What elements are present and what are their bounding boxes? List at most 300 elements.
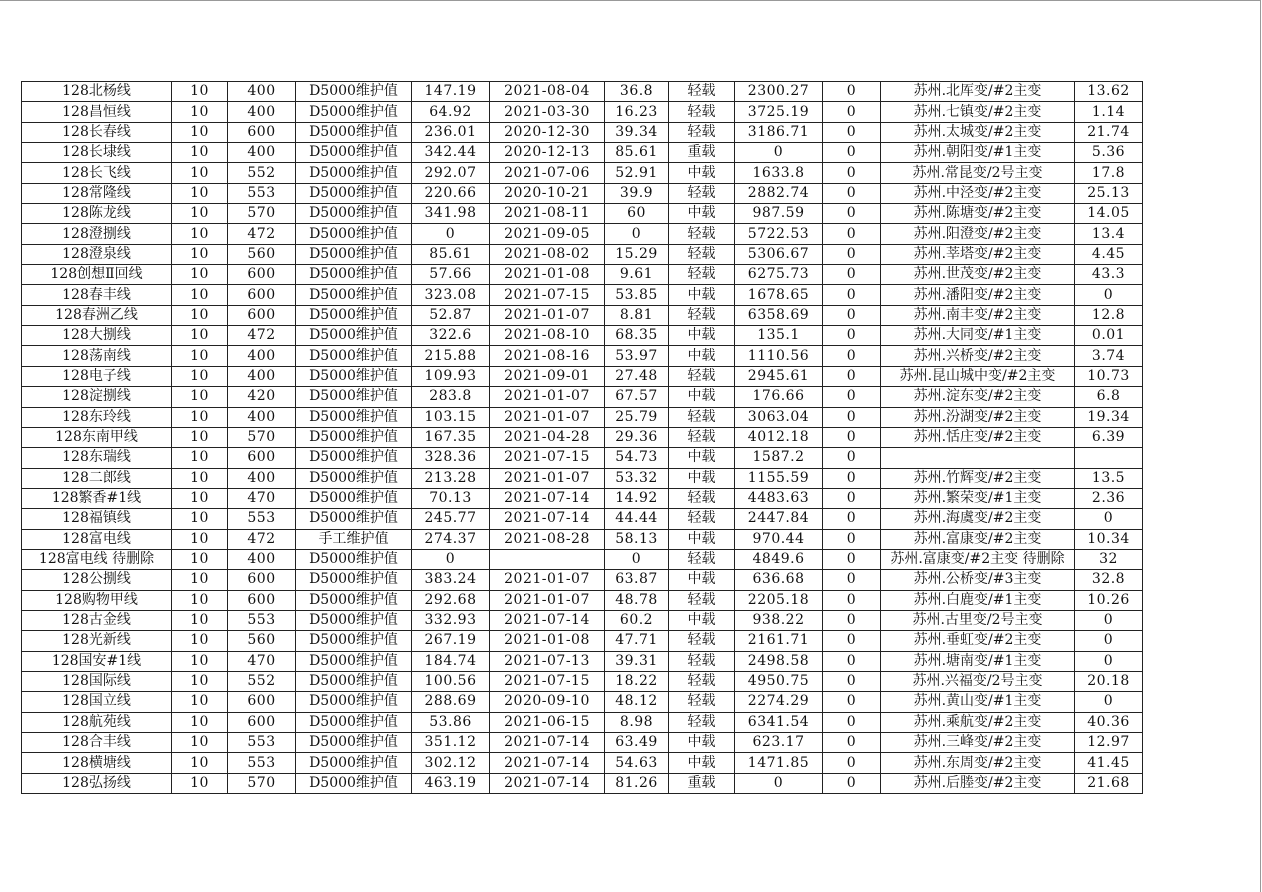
cell-col-zero: 0 <box>823 671 881 691</box>
cell-peak-current: 288.69 <box>412 692 490 712</box>
cell-line-name: 128横塘线 <box>22 753 172 773</box>
cell-transformer-load: 10.34 <box>1075 529 1143 549</box>
cell-substation-transformer: 苏州.朝阳变/#1主变 <box>881 143 1075 163</box>
cell-voltage: 10 <box>172 753 228 773</box>
cell-value-source: D5000维护值 <box>296 488 412 508</box>
cell-transformer-load: 13.4 <box>1075 224 1143 244</box>
cell-col-zero: 0 <box>823 529 881 549</box>
cell-rated-current: 400 <box>228 102 296 122</box>
table-row <box>22 468 1143 488</box>
cell-available-capacity: 2945.61 <box>735 366 823 386</box>
cell-rated-current: 553 <box>228 610 296 630</box>
cell-line-name: 128荡南线 <box>22 346 172 366</box>
cell-load-rate: 29.36 <box>605 427 669 447</box>
cell-transformer-load: 6.8 <box>1075 387 1143 407</box>
cell-rated-current: 470 <box>228 488 296 508</box>
cell-load-status: 中载 <box>669 733 735 753</box>
table-row <box>22 712 1143 732</box>
cell-value-source: D5000维护值 <box>296 143 412 163</box>
cell-transformer-load: 0 <box>1075 651 1143 671</box>
cell-peak-current: 167.35 <box>412 427 490 447</box>
cell-value-source: D5000维护值 <box>296 733 412 753</box>
cell-rated-current: 553 <box>228 509 296 529</box>
cell-peak-current: 85.61 <box>412 244 490 264</box>
cell-available-capacity: 3725.19 <box>735 102 823 122</box>
table-row <box>22 529 1143 549</box>
cell-transformer-load <box>1075 448 1143 468</box>
cell-transformer-load: 10.26 <box>1075 590 1143 610</box>
cell-substation-transformer: 苏州.兴福变/2号主变 <box>881 671 1075 691</box>
table-row <box>22 509 1143 529</box>
cell-col-zero: 0 <box>823 326 881 346</box>
cell-voltage: 10 <box>172 448 228 468</box>
cell-load-rate: 48.78 <box>605 590 669 610</box>
cell-col-zero: 0 <box>823 610 881 630</box>
cell-peak-date: 2021-07-14 <box>490 733 605 753</box>
cell-substation-transformer: 苏州.莘塔变/#2主变 <box>881 244 1075 264</box>
cell-substation-transformer: 苏州.北厍变/#2主变 <box>881 82 1075 102</box>
cell-col-zero: 0 <box>823 143 881 163</box>
cell-line-name: 128古金线 <box>22 610 172 630</box>
cell-available-capacity: 2447.84 <box>735 509 823 529</box>
cell-available-capacity: 2498.58 <box>735 651 823 671</box>
cell-transformer-load: 12.97 <box>1075 733 1143 753</box>
cell-line-name: 128富电线 待删除 <box>22 549 172 569</box>
cell-available-capacity: 4950.75 <box>735 671 823 691</box>
cell-substation-transformer: 苏州.富康变/#2主变 <box>881 529 1075 549</box>
cell-peak-current: 274.37 <box>412 529 490 549</box>
cell-peak-current: 292.68 <box>412 590 490 610</box>
cell-voltage: 10 <box>172 326 228 346</box>
cell-col-zero: 0 <box>823 549 881 569</box>
cell-load-status: 轻载 <box>669 712 735 732</box>
cell-load-rate: 39.9 <box>605 183 669 203</box>
cell-peak-date: 2021-07-14 <box>490 610 605 630</box>
cell-peak-current: 236.01 <box>412 122 490 142</box>
cell-col-zero: 0 <box>823 285 881 305</box>
cell-available-capacity: 2882.74 <box>735 183 823 203</box>
cell-transformer-load: 13.5 <box>1075 468 1143 488</box>
cell-load-rate: 14.92 <box>605 488 669 508</box>
cell-line-name: 128东玲线 <box>22 407 172 427</box>
cell-peak-date: 2021-01-07 <box>490 590 605 610</box>
cell-available-capacity: 2274.29 <box>735 692 823 712</box>
cell-peak-date: 2021-07-15 <box>490 671 605 691</box>
cell-value-source: D5000维护值 <box>296 204 412 224</box>
cell-voltage: 10 <box>172 305 228 325</box>
cell-line-name: 128公捌线 <box>22 570 172 590</box>
cell-peak-current: 213.28 <box>412 468 490 488</box>
cell-peak-current: 220.66 <box>412 183 490 203</box>
cell-voltage: 10 <box>172 265 228 285</box>
cell-load-rate: 63.87 <box>605 570 669 590</box>
cell-peak-date: 2021-07-06 <box>490 163 605 183</box>
cell-available-capacity: 4849.6 <box>735 549 823 569</box>
cell-peak-date: 2021-08-04 <box>490 82 605 102</box>
cell-load-status: 轻载 <box>669 407 735 427</box>
cell-peak-current: 322.6 <box>412 326 490 346</box>
cell-voltage: 10 <box>172 549 228 569</box>
cell-load-rate: 60.2 <box>605 610 669 630</box>
cell-load-status: 中载 <box>669 326 735 346</box>
cell-value-source: D5000维护值 <box>296 753 412 773</box>
cell-voltage: 10 <box>172 183 228 203</box>
cell-load-status: 轻载 <box>669 244 735 264</box>
cell-peak-date <box>490 549 605 569</box>
cell-load-status: 轻载 <box>669 509 735 529</box>
cell-load-status: 重载 <box>669 773 735 793</box>
cell-col-zero: 0 <box>823 733 881 753</box>
cell-peak-date: 2021-08-16 <box>490 346 605 366</box>
table-row <box>22 163 1143 183</box>
cell-load-status: 轻载 <box>669 651 735 671</box>
table-row <box>22 305 1143 325</box>
cell-substation-transformer: 苏州.繁荣变/#1主变 <box>881 488 1075 508</box>
cell-rated-current: 400 <box>228 143 296 163</box>
cell-substation-transformer: 苏州.公桥变/#3主变 <box>881 570 1075 590</box>
cell-line-name: 128国际线 <box>22 671 172 691</box>
cell-rated-current: 400 <box>228 346 296 366</box>
cell-peak-date: 2021-01-08 <box>490 265 605 285</box>
cell-load-status: 中载 <box>669 529 735 549</box>
cell-peak-date: 2021-07-15 <box>490 285 605 305</box>
cell-value-source: D5000维护值 <box>296 183 412 203</box>
cell-load-status: 中载 <box>669 570 735 590</box>
cell-substation-transformer: 苏州.后塍变/#2主变 <box>881 773 1075 793</box>
cell-load-status: 轻载 <box>669 366 735 386</box>
cell-col-zero: 0 <box>823 366 881 386</box>
cell-load-status: 轻载 <box>669 224 735 244</box>
cell-substation-transformer: 苏州.海虞变/#2主变 <box>881 509 1075 529</box>
cell-rated-current: 560 <box>228 631 296 651</box>
table-row <box>22 224 1143 244</box>
cell-substation-transformer <box>881 448 1075 468</box>
cell-voltage: 10 <box>172 509 228 529</box>
cell-transformer-load: 20.18 <box>1075 671 1143 691</box>
cell-rated-current: 560 <box>228 244 296 264</box>
cell-transformer-load: 4.45 <box>1075 244 1143 264</box>
cell-peak-date: 2021-01-07 <box>490 305 605 325</box>
cell-value-source: D5000维护值 <box>296 651 412 671</box>
table-row <box>22 82 1143 102</box>
cell-peak-date: 2021-08-10 <box>490 326 605 346</box>
cell-voltage: 10 <box>172 590 228 610</box>
cell-substation-transformer: 苏州.竹辉变/#2主变 <box>881 468 1075 488</box>
cell-transformer-load: 43.3 <box>1075 265 1143 285</box>
cell-line-name: 128春洲乙线 <box>22 305 172 325</box>
cell-line-name: 128长春线 <box>22 122 172 142</box>
cell-transformer-load: 0 <box>1075 285 1143 305</box>
cell-peak-date: 2021-08-28 <box>490 529 605 549</box>
cell-voltage: 10 <box>172 631 228 651</box>
cell-load-rate: 27.48 <box>605 366 669 386</box>
cell-substation-transformer: 苏州.大同变/#1主变 <box>881 326 1075 346</box>
cell-transformer-load: 1.14 <box>1075 102 1143 122</box>
table-row <box>22 427 1143 447</box>
cell-col-zero: 0 <box>823 651 881 671</box>
cell-peak-current: 0 <box>412 224 490 244</box>
cell-transformer-load: 5.36 <box>1075 143 1143 163</box>
cell-transformer-load: 21.74 <box>1075 122 1143 142</box>
cell-value-source: D5000维护值 <box>296 631 412 651</box>
cell-load-rate: 25.79 <box>605 407 669 427</box>
cell-available-capacity: 5306.67 <box>735 244 823 264</box>
cell-voltage: 10 <box>172 407 228 427</box>
cell-line-name: 128陈龙线 <box>22 204 172 224</box>
cell-load-rate: 67.57 <box>605 387 669 407</box>
cell-rated-current: 472 <box>228 326 296 346</box>
cell-peak-date: 2020-09-10 <box>490 692 605 712</box>
cell-load-rate: 68.35 <box>605 326 669 346</box>
cell-peak-date: 2021-07-14 <box>490 509 605 529</box>
table-row <box>22 692 1143 712</box>
cell-peak-current: 109.93 <box>412 366 490 386</box>
cell-peak-current: 52.87 <box>412 305 490 325</box>
cell-peak-current: 463.19 <box>412 773 490 793</box>
cell-col-zero: 0 <box>823 244 881 264</box>
cell-substation-transformer: 苏州.南丰变/#2主变 <box>881 305 1075 325</box>
cell-peak-date: 2021-07-14 <box>490 488 605 508</box>
cell-peak-date: 2020-10-21 <box>490 183 605 203</box>
cell-rated-current: 600 <box>228 305 296 325</box>
cell-value-source: D5000维护值 <box>296 265 412 285</box>
cell-col-zero: 0 <box>823 753 881 773</box>
table-row <box>22 407 1143 427</box>
cell-value-source: D5000维护值 <box>296 387 412 407</box>
cell-peak-current: 184.74 <box>412 651 490 671</box>
cell-load-status: 中载 <box>669 448 735 468</box>
cell-peak-date: 2021-07-15 <box>490 448 605 468</box>
cell-load-status: 重载 <box>669 143 735 163</box>
cell-value-source: D5000维护值 <box>296 509 412 529</box>
cell-transformer-load: 0.01 <box>1075 326 1143 346</box>
cell-peak-date: 2021-04-28 <box>490 427 605 447</box>
cell-load-rate: 53.85 <box>605 285 669 305</box>
cell-value-source: D5000维护值 <box>296 326 412 346</box>
cell-peak-current: 70.13 <box>412 488 490 508</box>
cell-substation-transformer: 苏州.世茂变/#2主变 <box>881 265 1075 285</box>
cell-peak-date: 2021-01-07 <box>490 387 605 407</box>
cell-load-rate: 8.98 <box>605 712 669 732</box>
cell-peak-date: 2021-09-01 <box>490 366 605 386</box>
cell-load-rate: 48.12 <box>605 692 669 712</box>
cell-col-zero: 0 <box>823 427 881 447</box>
cell-available-capacity: 1110.56 <box>735 346 823 366</box>
cell-line-name: 128长埭线 <box>22 143 172 163</box>
cell-rated-current: 570 <box>228 204 296 224</box>
cell-transformer-load: 32.8 <box>1075 570 1143 590</box>
cell-peak-current: 0 <box>412 549 490 569</box>
cell-peak-date: 2020-12-13 <box>490 143 605 163</box>
cell-voltage: 10 <box>172 692 228 712</box>
cell-available-capacity: 5722.53 <box>735 224 823 244</box>
cell-substation-transformer: 苏州.白鹿变/#1主变 <box>881 590 1075 610</box>
cell-substation-transformer: 苏州.垂虹变/#2主变 <box>881 631 1075 651</box>
cell-peak-current: 283.8 <box>412 387 490 407</box>
cell-rated-current: 472 <box>228 529 296 549</box>
cell-value-source: D5000维护值 <box>296 102 412 122</box>
cell-substation-transformer: 苏州.黄山变/#1主变 <box>881 692 1075 712</box>
cell-voltage: 10 <box>172 773 228 793</box>
cell-transformer-load: 17.8 <box>1075 163 1143 183</box>
cell-substation-transformer: 苏州.三峰变/#2主变 <box>881 733 1075 753</box>
cell-load-rate: 39.34 <box>605 122 669 142</box>
cell-col-zero: 0 <box>823 204 881 224</box>
cell-peak-date: 2021-01-07 <box>490 468 605 488</box>
cell-substation-transformer: 苏州.昆山城中变/#2主变 <box>881 366 1075 386</box>
table-row <box>22 265 1143 285</box>
cell-load-status: 中载 <box>669 387 735 407</box>
cell-transformer-load: 10.73 <box>1075 366 1143 386</box>
cell-value-source: D5000维护值 <box>296 549 412 569</box>
cell-peak-current: 342.44 <box>412 143 490 163</box>
cell-transformer-load: 12.8 <box>1075 305 1143 325</box>
cell-load-status: 轻载 <box>669 631 735 651</box>
cell-load-status: 轻载 <box>669 102 735 122</box>
cell-voltage: 10 <box>172 427 228 447</box>
cell-peak-date: 2021-09-05 <box>490 224 605 244</box>
cell-line-name: 128电子线 <box>22 366 172 386</box>
cell-load-rate: 54.73 <box>605 448 669 468</box>
cell-peak-date: 2021-06-15 <box>490 712 605 732</box>
cell-rated-current: 600 <box>228 570 296 590</box>
cell-peak-date: 2021-07-13 <box>490 651 605 671</box>
table-row <box>22 102 1143 122</box>
cell-value-source: D5000维护值 <box>296 427 412 447</box>
cell-value-source: D5000维护值 <box>296 285 412 305</box>
cell-peak-current: 292.07 <box>412 163 490 183</box>
cell-load-status: 中载 <box>669 610 735 630</box>
cell-available-capacity: 2300.27 <box>735 82 823 102</box>
cell-peak-date: 2021-01-07 <box>490 407 605 427</box>
cell-line-name: 128福镇线 <box>22 509 172 529</box>
cell-rated-current: 570 <box>228 427 296 447</box>
cell-line-name: 128航苑线 <box>22 712 172 732</box>
cell-rated-current: 400 <box>228 366 296 386</box>
cell-voltage: 10 <box>172 671 228 691</box>
cell-value-source: D5000维护值 <box>296 346 412 366</box>
cell-voltage: 10 <box>172 366 228 386</box>
cell-load-status: 轻载 <box>669 82 735 102</box>
cell-voltage: 10 <box>172 163 228 183</box>
cell-available-capacity: 1678.65 <box>735 285 823 305</box>
cell-substation-transformer: 苏州.东周变/#2主变 <box>881 753 1075 773</box>
cell-rated-current: 400 <box>228 549 296 569</box>
table-row <box>22 733 1143 753</box>
cell-value-source: D5000维护值 <box>296 590 412 610</box>
table-row <box>22 183 1143 203</box>
cell-rated-current: 552 <box>228 671 296 691</box>
cell-col-zero: 0 <box>823 387 881 407</box>
cell-substation-transformer: 苏州.常昆变/2号主变 <box>881 163 1075 183</box>
table-row <box>22 590 1143 610</box>
cell-load-status: 中载 <box>669 163 735 183</box>
cell-line-name: 128二郎线 <box>22 468 172 488</box>
cell-voltage: 10 <box>172 143 228 163</box>
table-row <box>22 549 1143 569</box>
cell-voltage: 10 <box>172 651 228 671</box>
cell-load-status: 轻载 <box>669 265 735 285</box>
cell-load-rate: 58.13 <box>605 529 669 549</box>
cell-rated-current: 400 <box>228 407 296 427</box>
cell-load-rate: 8.81 <box>605 305 669 325</box>
cell-load-status: 轻载 <box>669 488 735 508</box>
cell-voltage: 10 <box>172 285 228 305</box>
cell-substation-transformer: 苏州.中泾变/#2主变 <box>881 183 1075 203</box>
cell-available-capacity: 1471.85 <box>735 753 823 773</box>
cell-load-status: 轻载 <box>669 549 735 569</box>
cell-available-capacity: 1155.59 <box>735 468 823 488</box>
cell-voltage: 10 <box>172 346 228 366</box>
cell-peak-current: 103.15 <box>412 407 490 427</box>
cell-value-source: D5000维护值 <box>296 610 412 630</box>
table-row <box>22 204 1143 224</box>
cell-voltage: 10 <box>172 244 228 264</box>
cell-rated-current: 400 <box>228 468 296 488</box>
cell-col-zero: 0 <box>823 448 881 468</box>
cell-rated-current: 470 <box>228 651 296 671</box>
cell-line-name: 128昌恒线 <box>22 102 172 122</box>
cell-peak-current: 53.86 <box>412 712 490 732</box>
cell-line-name: 128国安#1线 <box>22 651 172 671</box>
cell-available-capacity: 0 <box>735 143 823 163</box>
cell-voltage: 10 <box>172 570 228 590</box>
cell-substation-transformer: 苏州.古里变/2号主变 <box>881 610 1075 630</box>
cell-peak-current: 341.98 <box>412 204 490 224</box>
cell-transformer-load: 3.74 <box>1075 346 1143 366</box>
cell-load-rate: 9.61 <box>605 265 669 285</box>
cell-peak-date: 2021-08-02 <box>490 244 605 264</box>
cell-line-name: 128繁香#1线 <box>22 488 172 508</box>
cell-available-capacity: 6275.73 <box>735 265 823 285</box>
cell-rated-current: 600 <box>228 285 296 305</box>
cell-load-status: 轻载 <box>669 305 735 325</box>
cell-load-rate: 0 <box>605 224 669 244</box>
cell-voltage: 10 <box>172 712 228 732</box>
cell-line-name: 128澄泉线 <box>22 244 172 264</box>
cell-load-rate: 60 <box>605 204 669 224</box>
cell-col-zero: 0 <box>823 570 881 590</box>
cell-load-status: 轻载 <box>669 671 735 691</box>
cell-load-status: 中载 <box>669 285 735 305</box>
cell-load-rate: 16.23 <box>605 102 669 122</box>
table-row <box>22 366 1143 386</box>
cell-voltage: 10 <box>172 387 228 407</box>
cell-available-capacity: 970.44 <box>735 529 823 549</box>
cell-peak-current: 147.19 <box>412 82 490 102</box>
cell-substation-transformer: 苏州.太城变/#2主变 <box>881 122 1075 142</box>
cell-rated-current: 472 <box>228 224 296 244</box>
cell-substation-transformer: 苏州.兴桥变/#2主变 <box>881 346 1075 366</box>
cell-substation-transformer: 苏州.潘阳变/#2主变 <box>881 285 1075 305</box>
cell-voltage: 10 <box>172 102 228 122</box>
cell-load-status: 中载 <box>669 204 735 224</box>
page-top-edge <box>0 0 1261 1</box>
cell-value-source: D5000维护值 <box>296 244 412 264</box>
cell-substation-transformer: 苏州.陈塘变/#2主变 <box>881 204 1075 224</box>
cell-transformer-load: 0 <box>1075 631 1143 651</box>
cell-load-rate: 53.32 <box>605 468 669 488</box>
cell-load-status: 轻载 <box>669 692 735 712</box>
cell-rated-current: 553 <box>228 753 296 773</box>
cell-value-source: D5000维护值 <box>296 570 412 590</box>
cell-col-zero: 0 <box>823 488 881 508</box>
table-row <box>22 753 1143 773</box>
cell-substation-transformer: 苏州.七镇变/#2主变 <box>881 102 1075 122</box>
cell-col-zero: 0 <box>823 631 881 651</box>
cell-value-source: D5000维护值 <box>296 692 412 712</box>
cell-transformer-load: 0 <box>1075 509 1143 529</box>
